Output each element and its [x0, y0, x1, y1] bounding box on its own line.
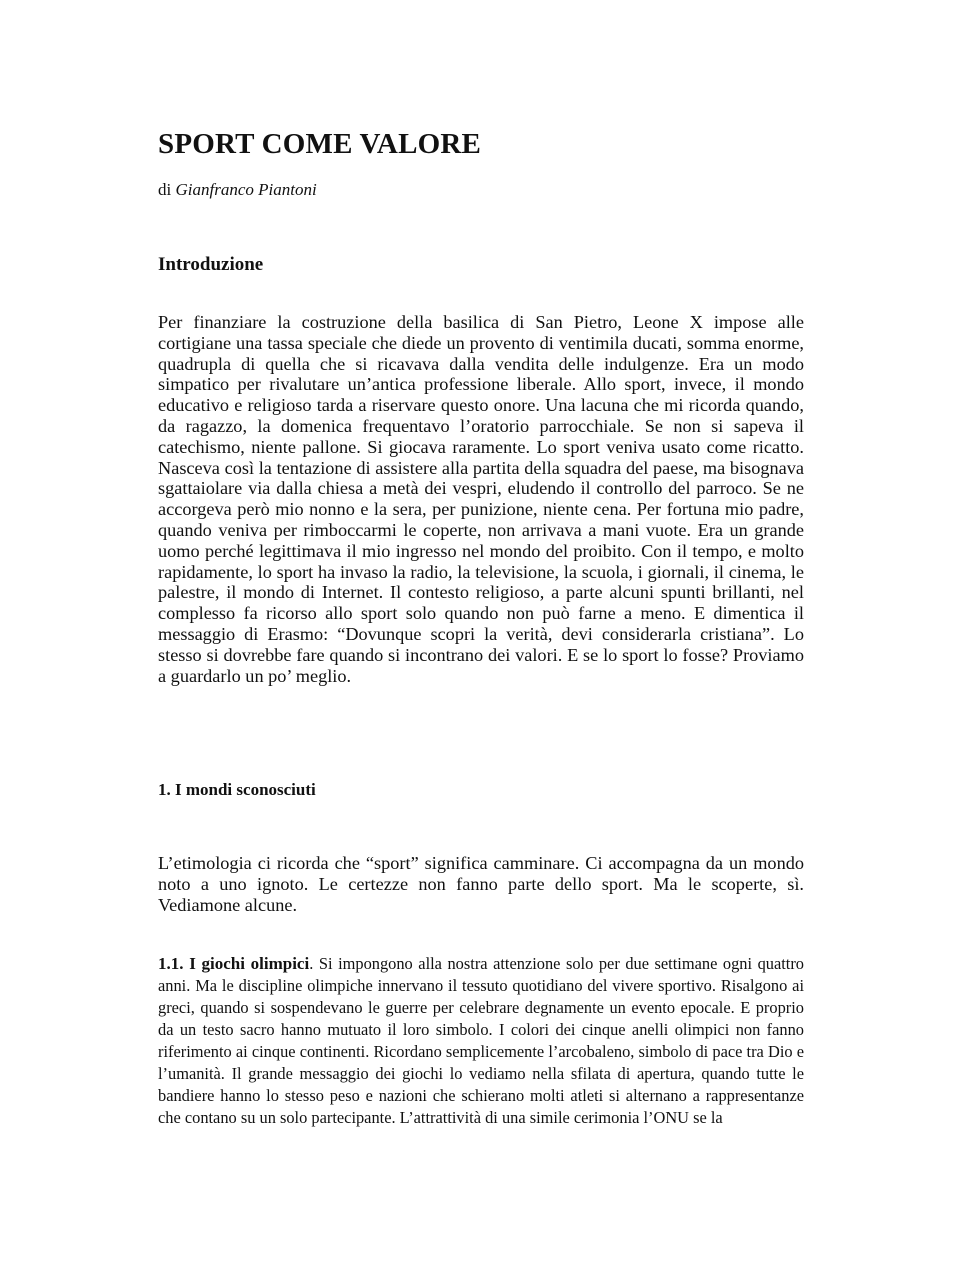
intro-heading: Introduzione	[158, 254, 264, 275]
author-name: Gianfranco Piantoni	[175, 180, 317, 199]
section-1-heading: 1. I mondi sconosciuti	[158, 780, 316, 799]
byline-prefix: di	[158, 180, 176, 199]
section-1-paragraph: L’etimologia ci ricorda che “sport” significa camminare. Ci accompagna da un mondo noto a uno ignoto. Le certezze non fanno parte dello sport. Ma le scoperte, sì. Vediamone alcune.	[158, 853, 804, 915]
intro-paragraph: Per finanziare la costruzione della basilica di San Pietro, Leone X impose alle cortigiane una tassa speciale che diede un provento di ventimila ducati, somma enorme, quadrupla di quella che si ricavava dalla vendita delle indulgenze. Era un modo simpatico per rivalutare un’antica professione liberale. Allo sport, invece, il mondo educativo e religioso tarda a riservare questo onore. Una lacuna che mi ricorda quando, da ragazzo, la domenica frequentavo l’oratorio parrocchiale. Se non si sapeva il catechismo, niente pallone. Si giocava raramente. Lo sport veniva usato come ricatto. Nasceva così la tentazione di assistere alla partita della squadra del paese, ma bisognava sgattaiolare via dalla chiesa a metà dei vespri, eludendo il controllo del parroco. Se ne accorgeva però mio nonno e la sera, per punizione, niente cena. Per fortuna mio padre, quando veniva per rimboccarmi le coperte, non arrivava a mani vuote. Era un grande uomo perché legittimava il mio ingresso nel mondo del proibito. Con il tempo, e molto rapidamente, lo sport ha invaso la radio, la televisione, la scuola, i giornali, il cinema, le palestre, il mondo di Internet. Il contesto religioso, a parte alcuni spunti brillanti, nel complesso fa ricorso allo sport solo quando non può farne a meno. E dimentica il messaggio di Erasmo: “Dovunque scopri la verità, devi considerarla cristiana”. Lo stesso si dovrebbe fare quando si incontrano dei valori. E se lo sport lo fosse? Proviamo a guardarlo un po’ meglio.	[158, 312, 804, 686]
subsection-1-1-text: . Si impongono alla nostra attenzione solo per due settimane ogni quattro anni. Ma le discipline olimpiche innervano il tessuto quotidiano del vivere sportivo. Risalgono ai greci, quando si sospendevano le guerre per celebrare degnamente un evento epocale. E proprio da un testo sacro hanno mutuato il loro simbolo. I colori dei cinque anelli olimpici non fanno riferimento ai cinque continenti. Ricordano semplicemente l’arcobaleno, simbolo di pace tra Dio e l’umanità. Il grande messaggio dei giochi lo vediamo nella sfilata di apertura, quando tutte le bandiere hanno lo stesso peso e nazioni che schierano molti atleti si alternano a rappresentanze che contano su un solo partecipante. L’attrattività di una simile cerimonia l’ONU se la	[158, 954, 804, 1127]
byline	[158, 180, 317, 200]
document-title: SPORT COME VALORE	[158, 128, 482, 160]
subsection-1-1-paragraph	[158, 953, 804, 1129]
subsection-1-1-lead: 1.1. I giochi olimpici	[158, 954, 310, 973]
